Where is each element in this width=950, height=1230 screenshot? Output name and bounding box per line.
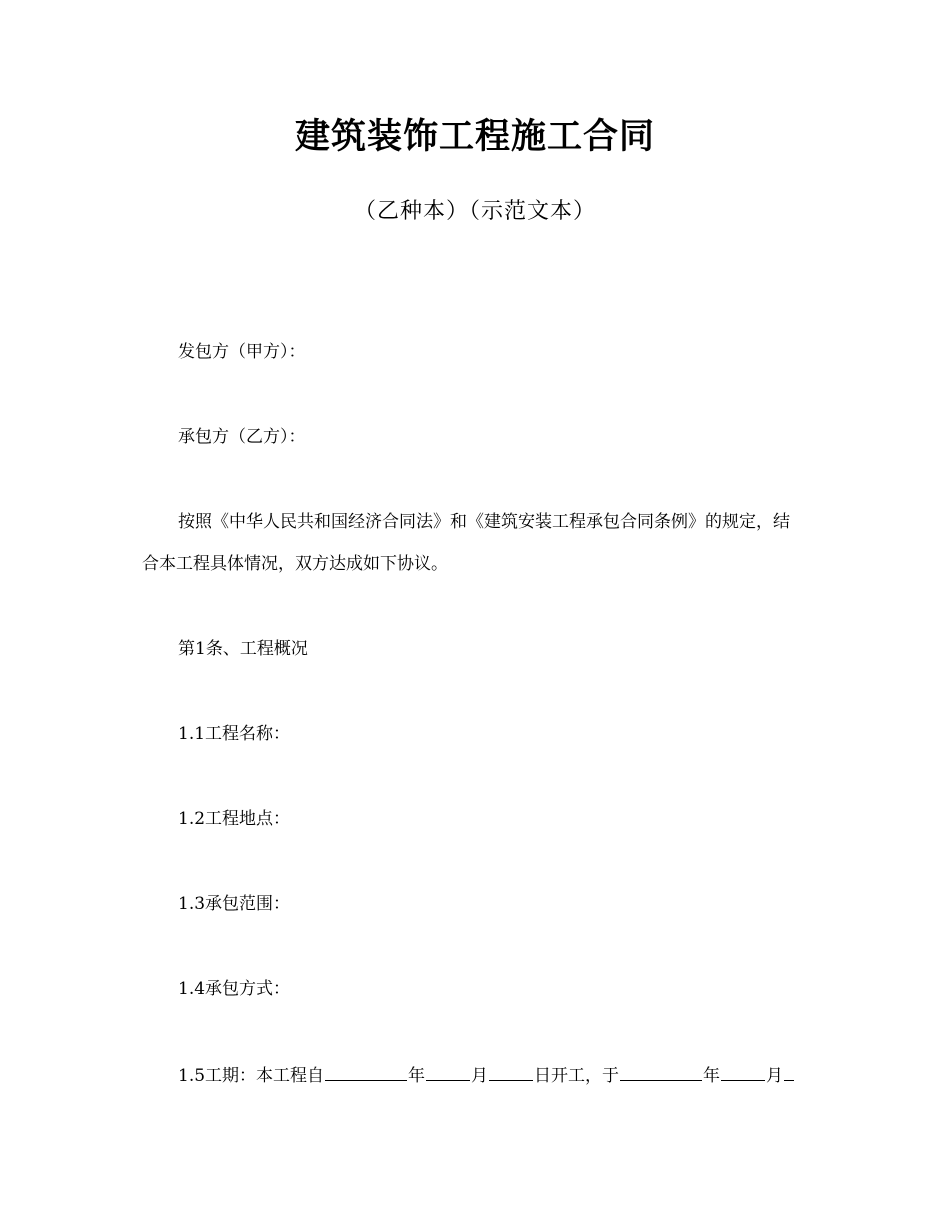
- duration-prefix: 1.5工期：本工程自: [178, 1066, 325, 1086]
- month-label: 月: [471, 1066, 489, 1086]
- preamble-line-2: 合本工程具体情况，双方达成如下协议。: [142, 554, 448, 574]
- item-1-3-contract-scope: 1.3承包范围：: [178, 894, 291, 914]
- party-b-label: 承包方（乙方）：: [178, 427, 306, 447]
- document-subtitle: （乙种本）（示范文本）: [353, 199, 596, 224]
- end-year-blank: [620, 1062, 702, 1081]
- end-month-blank: [721, 1062, 765, 1081]
- start-day-blank: [489, 1062, 533, 1081]
- item-1-1-project-name: 1.1工程名称：: [178, 724, 291, 744]
- article-1-heading: 第1条、工程概况: [178, 639, 308, 659]
- item-1-4-contract-method: 1.4承包方式：: [178, 979, 291, 999]
- item-1-5-duration: [178, 1062, 795, 1089]
- year-label-2: 年: [703, 1066, 721, 1086]
- party-a-label: 发包方（甲方）：: [178, 342, 306, 362]
- document-title: 建筑装饰工程施工合同: [294, 117, 655, 157]
- start-year-blank: [325, 1062, 407, 1081]
- month-label-2: 月: [766, 1066, 784, 1086]
- preamble-line-1: 按照《中华人民共和国经济合同法》和《建筑安装工程承包合同条例》的规定，结: [178, 512, 790, 532]
- end-day-blank: [784, 1062, 794, 1081]
- day-start-label: 日开工，于: [534, 1066, 620, 1086]
- start-month-blank: [426, 1062, 470, 1081]
- year-label: 年: [408, 1066, 426, 1086]
- item-1-2-project-location: 1.2工程地点：: [178, 809, 291, 829]
